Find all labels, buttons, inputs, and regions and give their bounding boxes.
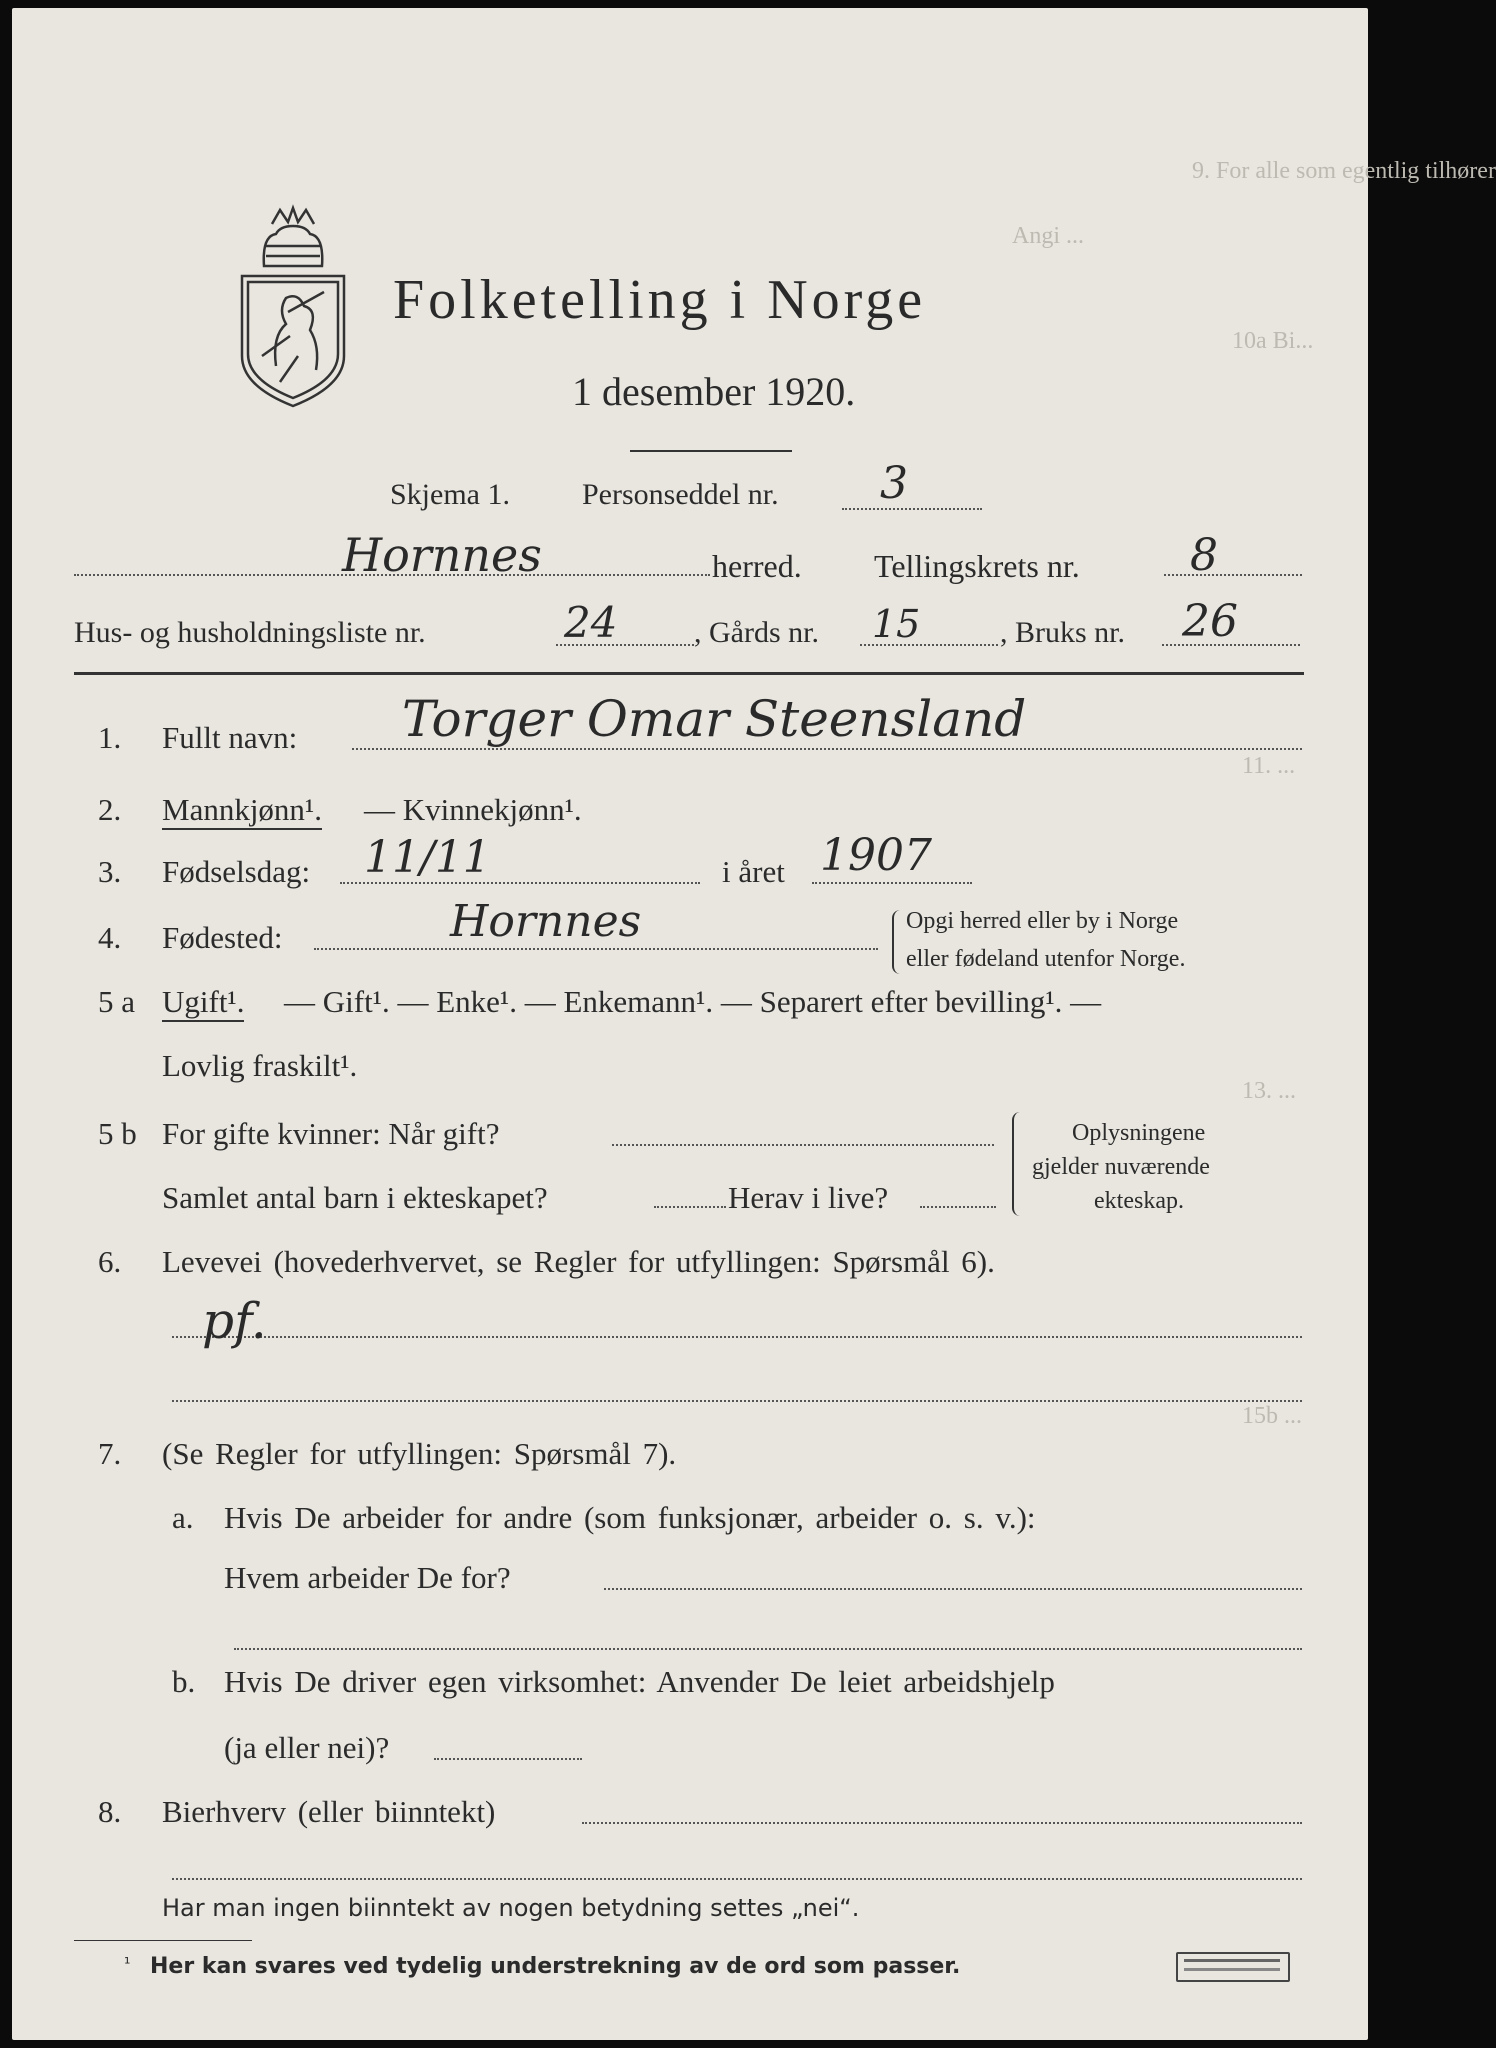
q6-number: 6. (98, 1244, 122, 1279)
herred-name: Hornnes (342, 528, 542, 582)
q5b-children-dotline (654, 1206, 726, 1208)
form-title: Folketelling i Norge (393, 269, 927, 331)
birth-place: Hornnes (450, 896, 642, 947)
hus-number: 24 (564, 598, 618, 647)
q4-note-line2: eller fødeland utenfor Norge. (906, 946, 1186, 972)
q8-dotline-1 (582, 1822, 1302, 1824)
q5b-note-line3: ekteskap. (1094, 1188, 1184, 1214)
tellingskrets-dotline (1164, 574, 1302, 576)
q2-male-option: Mannkjønn¹. (162, 792, 322, 830)
q5b-when-married-label: For gifte kvinner: Når gift? (162, 1116, 500, 1151)
q7a-employer-label: Hvem arbeider De for? (224, 1560, 511, 1595)
q7-label: (Se Regler for utfyllingen: Spørsmål 7). (162, 1436, 677, 1471)
q5b-note-line2: gjelder nuværende (1032, 1154, 1210, 1180)
census-form-page: 9. For alle som egentlig tilhører Angi ... 10a Bi... 11. ... 13. ... 15b ... Folketelling i Norge 1 desember 1920. Skjema 1. Personseddel nr. 3 Hornnes herred. Tellingskrets nr. 8 Hus- og husholdningsliste nr. 24 , Gårds nr. 15 , Bruks nr. 26 1. Fullt navn: Torger Omar Steensland 2. Mannkjønn¹. — Kvinnekjønn¹. 3. Fødselsdag: 11/11 i året 1907 4. Fødested: Hornnes Opgi herred eller by i Norge eller fødeland utenfor Norge. 5 a Ugift¹. — Gift¹. — Enke¹. — Enkemann¹. — Separert efter bevilling¹. — Lovlig fraskilt¹. 5 b For gifte kvinner: Når gift? Samlet antal barn i ekteskapet? Herav i live? Oplysningene gjelder nuværende ekteskap. 6. Levevei (hovederhvervet, se Regler for utfyllingen: Spørsmål 6). pf. 7. (Se Regler for utfyllingen: Spørsmål 7). a. Hvis De arbeider for andre (som funksjonær, arbeider o. s. v.): Hvem arbeider De for? b. Hvis De driver egen virksomhet: Anvender De leiet arbeidshjelp (ja eller nei)? 8. Bierhverv (eller biinntekt) Har man ingen biinntekt av nogen betydning settes „nei“. ¹ Her kan svares ved tydelig understrekning av de ord som passer. (12, 8, 1368, 2040)
birth-year: 1907 (820, 830, 932, 881)
tellingskrets-label: Tellingskrets nr. (874, 548, 1080, 584)
bruks-label: , Bruks nr. (1000, 616, 1126, 649)
q5b-alive-label: Herav i live? (728, 1180, 889, 1215)
occupation: pf. (202, 1292, 267, 1350)
q3-number: 3. (98, 854, 122, 889)
printer-stamp-icon (1176, 1952, 1290, 1982)
q1-label: Fullt navn: (162, 720, 298, 755)
birth-day: 11/11 (364, 832, 491, 883)
bruks-number: 26 (1182, 596, 1238, 647)
q5b-brace (1012, 1112, 1024, 1216)
personseddel-dotline (842, 508, 982, 510)
census-date: 1 desember 1920. (572, 369, 856, 414)
q7b-letter: b. (172, 1664, 196, 1699)
biinntekt-note: Har man ingen biinntekt av nogen betydning settes „nei“. (162, 1894, 860, 1922)
gards-label: , Gårds nr. (694, 616, 819, 649)
header-divider (74, 672, 1304, 675)
q8-label: Bierhverv (eller biinntekt) (162, 1794, 496, 1829)
q3-label: Fødselsdag: (162, 854, 311, 889)
q5b-number: 5 b (98, 1116, 137, 1151)
footnote-text: Her kan svares ved tydelig understrekning av de ord som passer. (150, 1954, 961, 1979)
skjema-label: Skjema 1. (390, 478, 510, 511)
q1-dotline (352, 748, 1302, 750)
q5b-when-dotline (612, 1144, 994, 1146)
full-name: Torger Omar Steensland (402, 690, 1027, 748)
q7a-letter: a. (172, 1500, 194, 1535)
q6-dotline-2 (172, 1400, 1302, 1402)
q2-female-option: — Kvinnekjønn¹. (364, 792, 582, 827)
tellingskrets-number: 8 (1190, 530, 1218, 581)
footnote-rule (74, 1940, 252, 1941)
q7b-label: Hvis De driver egen virksomhet: Anvender De leiet arbeidshjelp (224, 1664, 1055, 1699)
q4-dotline (314, 948, 878, 950)
q5a-divorced-option: Lovlig fraskilt¹. (162, 1048, 358, 1083)
q7b-hired-help-label: (ja eller nei)? (224, 1730, 390, 1765)
q5b-alive-dotline (920, 1206, 996, 1208)
q2-number: 2. (98, 792, 122, 827)
q8-dotline-2 (172, 1878, 1302, 1880)
q7a-dotline-2 (234, 1648, 1302, 1650)
q4-note-line1: Opgi herred eller by i Norge (906, 908, 1179, 934)
q5a-other-options: — Gift¹. — Enke¹. — Enkemann¹. — Separert efter bevilling¹. — (284, 984, 1102, 1019)
q4-brace (892, 910, 904, 974)
q7a-dotline-1 (604, 1588, 1302, 1590)
q1-number: 1. (98, 720, 122, 755)
q5b-note-line1: Oplysningene (1072, 1120, 1206, 1146)
q8-number: 8. (98, 1794, 122, 1829)
q7b-dotline (434, 1758, 582, 1760)
q5b-children-label: Samlet antal barn i ekteskapet? (162, 1180, 548, 1215)
q4-number: 4. (98, 920, 122, 955)
footnote-mark: ¹ (124, 1954, 131, 1973)
q5a-unmarried-option: Ugift¹. (162, 984, 244, 1022)
q7a-label: Hvis De arbeider for andre (som funksjonær, arbeider o. s. v.): (224, 1500, 1036, 1535)
hus-label: Hus- og husholdningsliste nr. (74, 616, 426, 649)
gards-number: 15 (872, 602, 921, 646)
title-divider (630, 450, 792, 452)
personseddel-number: 3 (880, 458, 908, 509)
herred-label: herred. (712, 548, 802, 584)
q6-dotline-1 (172, 1336, 1302, 1338)
personseddel-label: Personseddel nr. (582, 478, 779, 511)
q4-label: Fødested: (162, 920, 283, 955)
q6-label: Levevei (hovederhvervet, se Regler for utfyllingen: Spørsmål 6). (162, 1244, 995, 1279)
q3-year-label: i året (722, 854, 785, 889)
q3-year-dotline (812, 882, 972, 884)
q7-number: 7. (98, 1436, 122, 1471)
q5a-number: 5 a (98, 984, 136, 1019)
norwegian-lion-crest-icon (232, 206, 354, 412)
